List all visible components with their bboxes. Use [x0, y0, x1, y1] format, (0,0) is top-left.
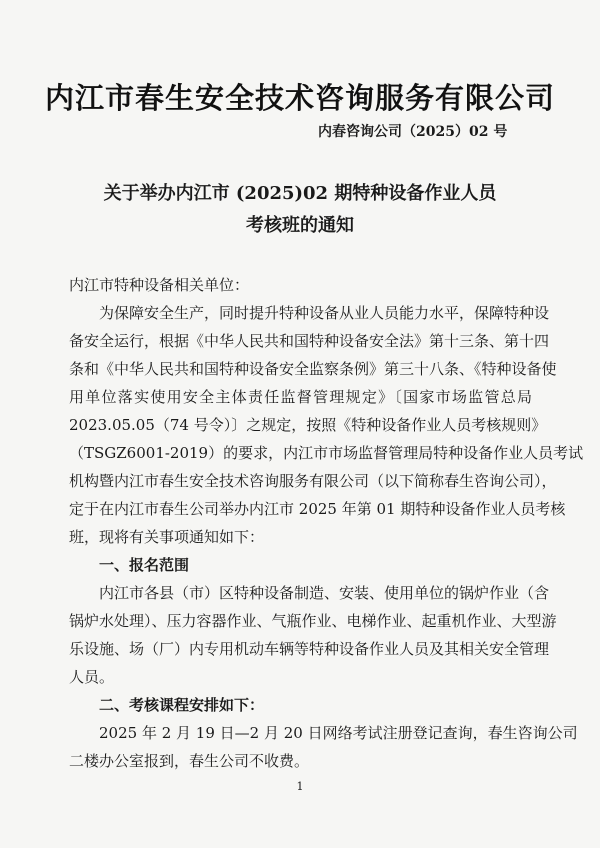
paragraph-line: 条和《中华人民共和国特种设备安全监察条例》第三十八条、《特种设备使	[69, 360, 557, 378]
page-number: 1	[296, 780, 304, 793]
paragraph-line: 定于在内江市春生公司举办内江市 2025 年第 01 期特种设备作业人员考核	[69, 500, 566, 518]
paragraph-line: 人员。	[69, 668, 115, 686]
paragraph-line: 二楼办公室报到，春生公司不收费。	[69, 752, 310, 770]
paragraph-line: 内江市各县（市）区特种设备制造、安装、使用单位的锅炉作业（含	[99, 584, 550, 602]
document-number: 内春咨询公司（2025）02 号	[318, 124, 508, 140]
paragraph-line: 备安全运行，根据《中华人民共和国特种设备安全法》第十三条、第十四	[69, 332, 550, 350]
paragraph-line: （TSGZ6001-2019）的要求，内江市市场监督管理局特种设备作业人员考试	[69, 444, 584, 462]
company-title: 内江市春生安全技术咨询服务有限公司	[44, 81, 555, 115]
paragraph-line: 2023.05.05（74 号令）〕之规定，按照《特种设备作业人员考核规则》	[69, 416, 547, 434]
salutation: 内江市特种设备相关单位：	[69, 276, 250, 294]
paragraph-line: 2025 年 2 月 19 日—2 月 20 日网络考试注册登记查询，春生咨询公司	[99, 724, 578, 742]
section-heading-1: 一、报名范围	[99, 556, 190, 574]
paragraph-line: 为保障安全生产，同时提升特种设备从业人员能力水平，保障特种设	[99, 304, 550, 322]
paragraph-line: 班，现将有关事项通知如下：	[69, 528, 265, 546]
paragraph-line: 锅炉水处理）、压力容器作业、气瓶作业、电梯作业、起重机作业、大型游	[69, 612, 557, 630]
section-heading-2: 二、考核课程安排如下：	[99, 696, 265, 714]
subject-line-1: 关于举办内江市 (2025)02 期特种设备作业人员	[103, 183, 497, 204]
paragraph-line: 乐设施、场（厂）内专用机动车辆等特种设备作业人员及其相关安全管理	[69, 640, 550, 658]
paragraph-line: 机构暨内江市春生安全技术咨询服务有限公司（以下简称春生咨询公司），	[69, 472, 557, 490]
paragraph-line: 用单位落实使用安全主体责任监督管理规定》〔国家市场监管总局	[69, 388, 532, 406]
subject-line-2: 考核班的通知	[246, 215, 354, 236]
